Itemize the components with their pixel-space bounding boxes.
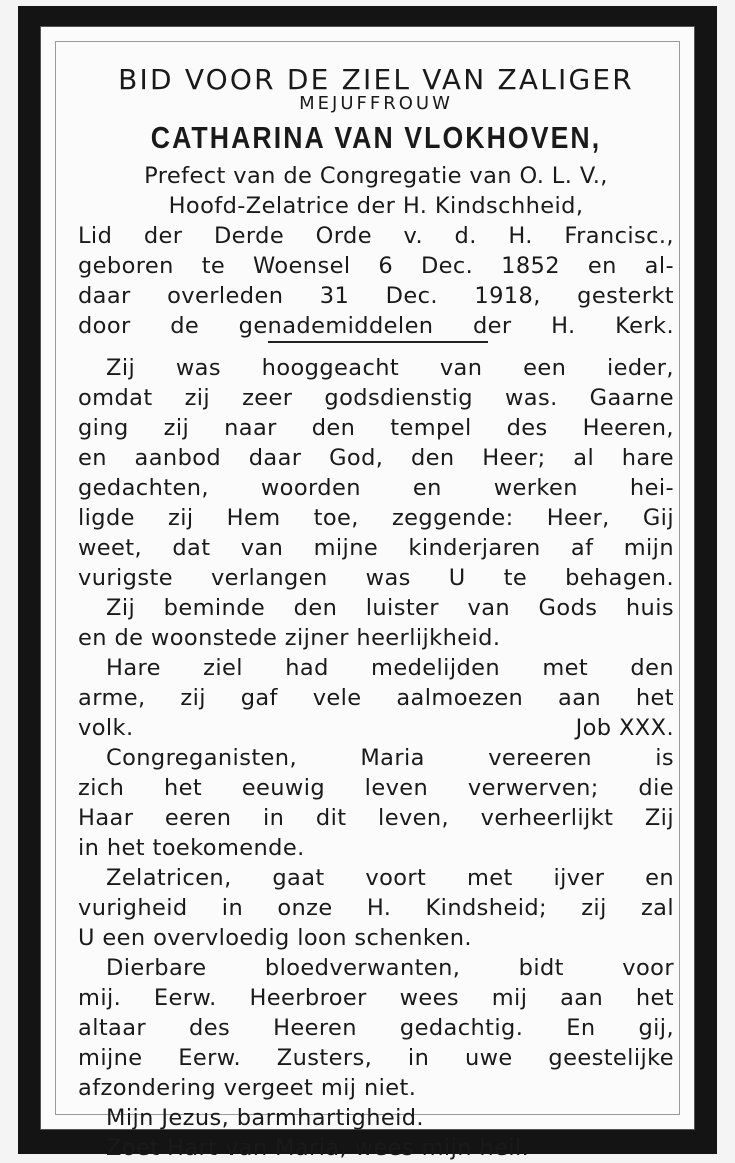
paragraph — [78, 743, 674, 863]
paragraph-line: gedachten, woorden en werken hei- — [78, 475, 674, 501]
memorial-card — [18, 6, 717, 1161]
paragraph-line: afzondering vergeet mij niet. — [78, 1075, 417, 1101]
paragraph-line — [78, 713, 674, 743]
paragraph-line: Zoet Hart van Maria, wees mijn heil. — [106, 1135, 530, 1161]
paragraph — [78, 863, 674, 953]
paragraph-line: omdat zij zeer godsdienstig was. Gaarne — [78, 385, 674, 411]
paragraph-line: ligde zij Hem toe, zeggende: Heer, Gij — [78, 505, 674, 531]
paragraph-line: ging zij naar den tempel des Heeren, — [78, 415, 674, 441]
intro-line: geboren te Woensel 6 Dec. 1852 en al- — [78, 253, 674, 279]
paragraph — [78, 353, 674, 593]
paragraph-line: en de woonstede zijner heerlijkheid. — [78, 625, 501, 651]
card-text — [78, 64, 674, 1163]
paragraph — [78, 653, 674, 743]
paragraph-line: altaar des Heeren gedachtig. En gij, — [78, 1015, 674, 1041]
intro-line: daar overleden 31 Dec. 1918, gesterkt — [78, 283, 674, 309]
paragraph-line: vurigheid in onze H. Kindsheid; zij zal — [78, 895, 674, 921]
intro-line: door de genademiddelen der H. Kerk. — [78, 313, 674, 339]
heading-prayer-line: BID VOOR DE ZIEL VAN ZALIGER — [118, 63, 634, 96]
paragraph-line: Dierbare bloedverwanten, bidt voor — [106, 955, 674, 981]
paragraph-line: weet, dat van mijne kinderjaren af mijn — [78, 535, 674, 561]
divider-rule — [78, 341, 674, 347]
paragraph-line: Haar eeren in dit leven, verheerlijkt Zij — [78, 805, 674, 831]
paragraph — [78, 593, 674, 653]
paragraph-line: arme, zij gaf vele aalmoezen aan het — [78, 685, 674, 711]
paragraph-line: Mijn Jezus, barmhartigheid. — [106, 1105, 424, 1131]
paragraph-line: Zij beminde den luister van Gods huis — [106, 595, 674, 621]
paragraph-line: in het toekomende. — [78, 835, 305, 861]
paragraph-line: Zij was hooggeacht van een ieder, — [106, 355, 674, 381]
intro-line: Lid der Derde Orde v. d. H. Francisc., — [78, 223, 674, 249]
intro-line: Prefect van de Congregatie van O. L. V., — [144, 163, 608, 189]
paragraph-line: mijne Eerw. Zusters, in uwe geestelijke — [78, 1045, 674, 1071]
paragraph — [78, 1133, 674, 1163]
paragraph-line: Hare ziel had medelijden met den — [106, 655, 674, 681]
paragraph-line: zich het eeuwig leven verwerven; die — [78, 775, 674, 801]
paragraph — [78, 953, 674, 1103]
heading-title: MEJUFFROUW — [299, 93, 453, 114]
paragraph — [78, 1103, 674, 1133]
scripture-reference: Job XXX. — [575, 715, 674, 741]
paragraph-line-text: volk. — [78, 715, 134, 741]
intro-block — [78, 161, 674, 341]
paragraph-line: Congreganisten, Maria vereeren is — [106, 745, 674, 771]
paragraph-line: vurigste verlangen was U te behagen. — [78, 565, 674, 591]
deceased-name: CATHARINA VAN VLOKHOVEN, — [150, 120, 602, 155]
paragraph-line: mij. Eerw. Heerbroer wees mij aan het — [78, 985, 674, 1011]
heading — [78, 63, 674, 161]
intro-line: Hoofd-Zelatrice der H. Kindschheid, — [168, 193, 584, 219]
paragraph-line: U een overvloedig loon schenken. — [78, 925, 472, 951]
paragraph-line: en aanbod daar God, den Heer; al hare — [78, 445, 674, 471]
paragraph-line: Zelatricen, gaat voort met ijver en — [106, 865, 674, 891]
